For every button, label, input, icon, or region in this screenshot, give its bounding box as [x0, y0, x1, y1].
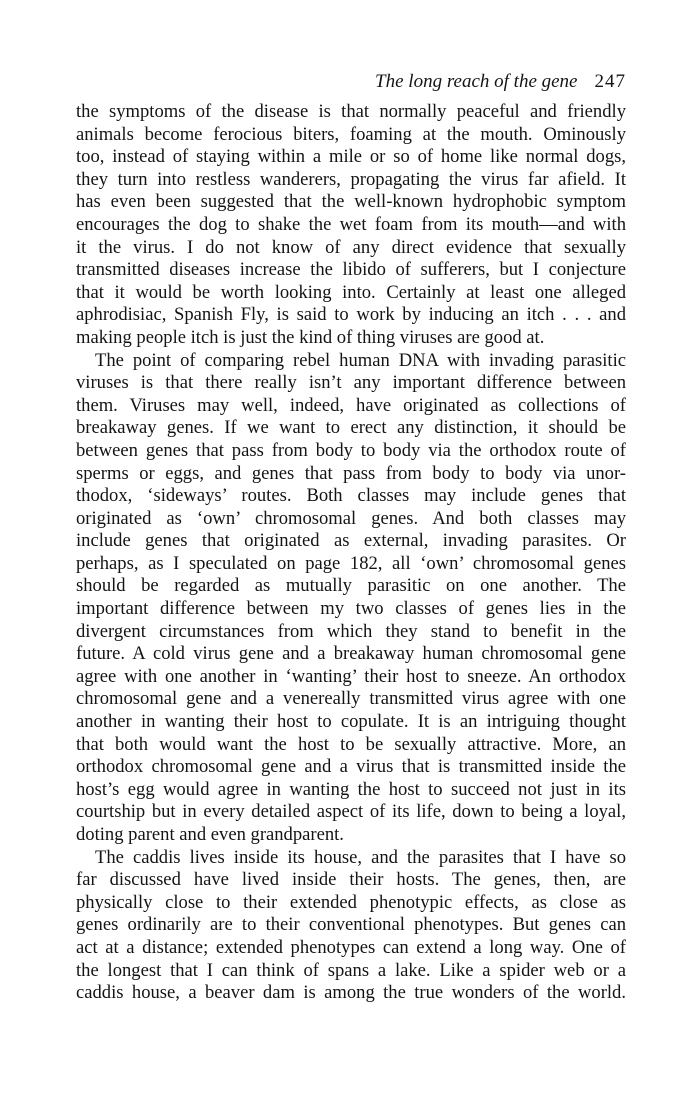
text-line: making people itch is just the kind of thing viruses are good at. [76, 326, 545, 348]
text-line: transmitted diseases increase the libido of sufferers, but I conjecture [76, 259, 626, 281]
text-line: viruses is that there really isn’t any important difference between [76, 372, 626, 394]
text-line: divergent circumstances from which they stand to benefit in the [76, 620, 626, 642]
text-line: host’s egg would agree in wanting the host to succeed not just in its [76, 778, 626, 800]
text-line: another in wanting their host to copulate. It is an intriguing thought [76, 711, 626, 733]
text-line: has even been suggested that the well-known hydrophobic symptom [76, 191, 626, 213]
text-line: courtship but in every detailed aspect of its life, down to being a loyal, [76, 801, 626, 823]
text-line: orthodox chromosomal gene and a virus that is transmitted inside the [76, 756, 626, 778]
text-line: it the virus. I do not know of any direct evidence that sexually [76, 236, 626, 258]
text-line: aphrodisiac, Spanish Fly, is said to work by inducing an itch . . . and [76, 304, 626, 326]
text-line: the longest that I can think of spans a lake. Like a spider web or a [76, 959, 626, 981]
text-line: that both would want the host to be sexually attractive. More, an [76, 733, 626, 755]
text-line: The point of comparing rebel human DNA with invading parasitic [95, 349, 626, 371]
text-line: perhaps, as I speculated on page 182, all ‘own’ chromosomal genes [76, 552, 626, 574]
text-line: should be regarded as mutually parasitic on one another. The [76, 575, 626, 597]
text-line: breakaway genes. If we want to erect any distinction, it should be [76, 417, 626, 439]
text-line: The caddis lives inside its house, and the parasites that I have so [95, 846, 626, 868]
text-line: future. A cold virus gene and a breakaway human chromosomal gene [76, 643, 626, 665]
text-line: originated as ‘own’ chromosomal genes. And both classes may [76, 507, 626, 529]
text-line: agree with one another in ‘wanting’ their host to sneeze. An orthodox [76, 665, 626, 687]
text-line: them. Viruses may well, indeed, have originated as collections of [76, 394, 626, 416]
text-line: too, instead of staying within a mile or so of home like normal dogs, [76, 146, 626, 168]
body-text [76, 101, 626, 1005]
text-line: doting parent and even grandparent. [76, 824, 344, 845]
text-line: thodox, ‘sideways’ routes. Both classes may include genes that [76, 485, 626, 507]
text-line: include genes that originated as external, invading parasites. Or [76, 530, 626, 552]
text-line: sperms or eggs, and genes that pass from body to body via unor- [76, 462, 626, 484]
running-title: The long reach of the gene [375, 71, 578, 92]
running-head [375, 70, 626, 94]
text-line: animals become ferocious biters, foaming at the mouth. Ominously [76, 123, 626, 145]
text-line: they turn into restless wanderers, propagating the virus far afield. It [76, 168, 626, 190]
text-line: the symptoms of the disease is that normally peaceful and friendly [76, 101, 626, 122]
text-line: caddis house, a beaver dam is among the true wonders of the world. [76, 982, 626, 1004]
text-line: genes ordinarily are to their conventional phenotypes. But genes can [76, 914, 626, 936]
text-line: act at a distance; extended phenotypes can extend a long way. One of [76, 936, 626, 958]
text-line: far discussed have lived inside their hosts. The genes, then, are [76, 869, 626, 891]
text-line: chromosomal gene and a venereally transmitted virus agree with one [76, 688, 626, 710]
text-line: between genes that pass from body to body via the orthodox route of [76, 439, 626, 461]
page-number: 247 [594, 71, 626, 92]
text-line: important difference between my two classes of genes lies in the [76, 598, 626, 620]
text-line: that it would be worth looking into. Certainly at least one alleged [76, 281, 626, 303]
text-line: physically close to their extended phenotypic effects, as close as [76, 891, 626, 913]
text-line: encourages the dog to shake the wet foam from its mouth—and with [76, 213, 626, 235]
